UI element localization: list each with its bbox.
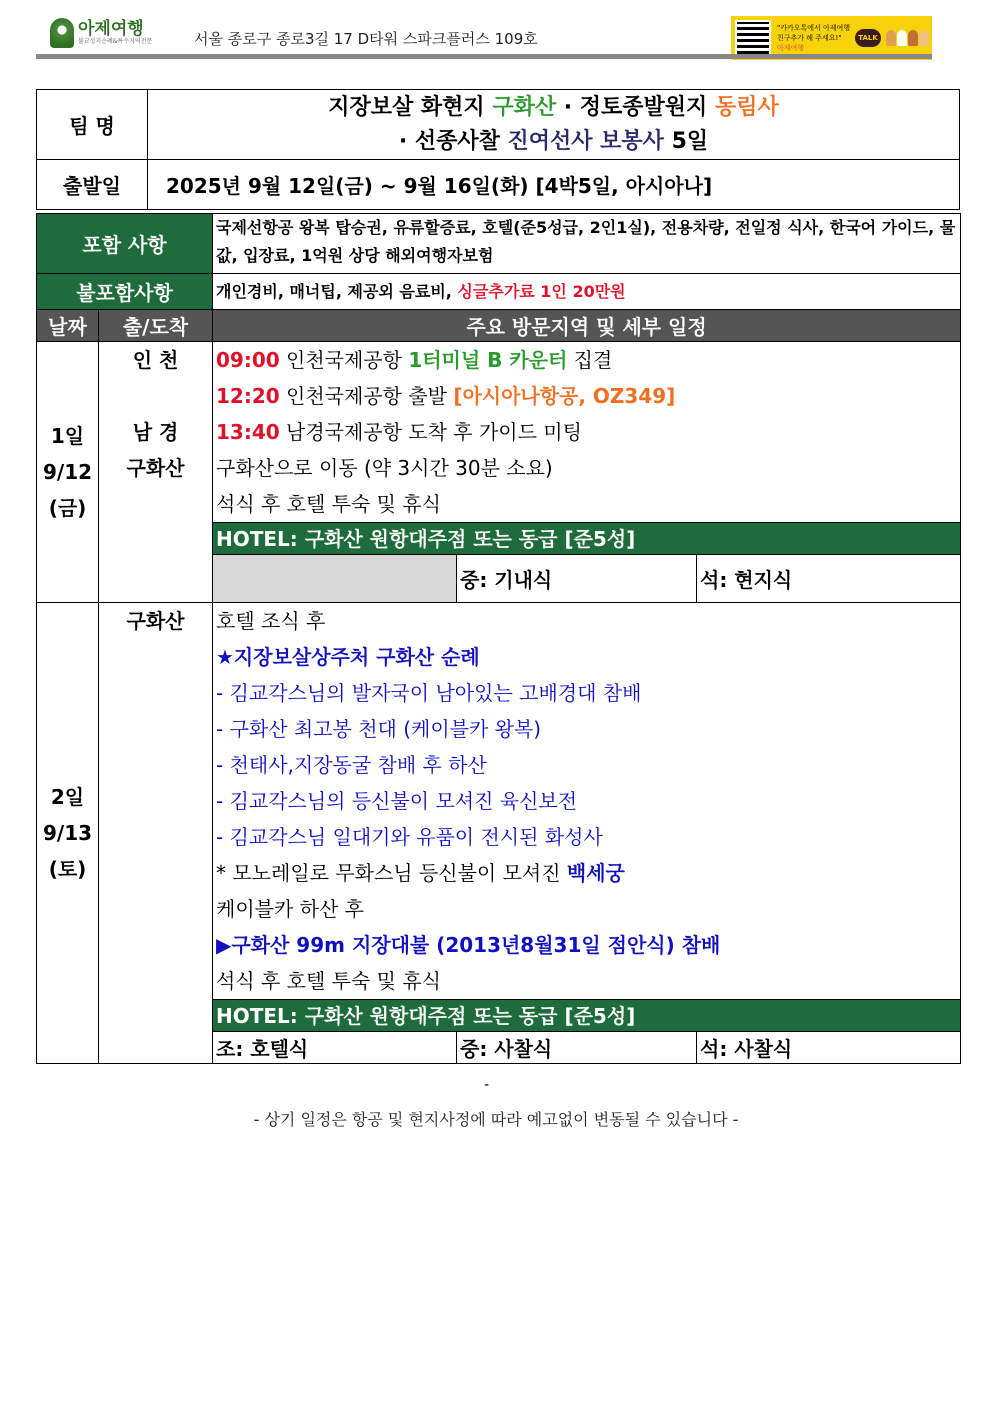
day2-line-9: 케이블카 하산 후 — [216, 897, 364, 921]
day1-meal-breakfast — [213, 555, 457, 603]
footer-dash: - — [484, 1077, 490, 1093]
day1-line-5: 석식 후 호텔 투숙 및 휴식 — [216, 492, 441, 516]
day2-meal-lunch: 중: 사찰식 — [457, 1032, 697, 1064]
day2-date: 9/13 — [42, 821, 93, 845]
schedule-table — [36, 213, 961, 1064]
day2-line-1: 호텔 조식 후 — [216, 609, 326, 633]
title-part-4: 동림사 — [714, 94, 779, 120]
excluded-value — [213, 274, 961, 310]
header-place: 출/도착 — [99, 310, 213, 342]
day2-hotel: HOTEL: 구화산 원항대주점 또는 동급 [준5성] — [213, 1000, 961, 1032]
day1-line-1: 09:00 인천국제공항 1터미널 B 카운터 집결 — [216, 348, 613, 372]
banner-line2: 친구추가 해 주세요!" — [777, 34, 842, 42]
lotus-logo-icon — [50, 18, 74, 48]
excluded-single-supplement: 싱글추가료 1인 20만원 — [457, 281, 626, 301]
day2-line-7: - 김교각스님 일대기와 유품이 전시된 화성사 — [216, 825, 603, 849]
day1-line-4: 구화산으로 이동 (약 3시간 30분 소요) — [216, 456, 553, 480]
title-part-5: · 선종사찰 — [398, 128, 500, 154]
title-part-7: 5일 — [671, 128, 709, 154]
header-divider — [36, 54, 932, 59]
day2-meal-dinner: 석: 사찰식 — [697, 1032, 961, 1064]
team-table — [36, 89, 960, 160]
header-detail: 주요 방문지역 및 세부 일정 — [213, 310, 961, 342]
day2-line-5: - 천태사,지장동굴 참배 후 하산 — [216, 753, 487, 777]
day1-schedule — [213, 342, 961, 523]
day2-line-10: ▶구화산 99m 지장대불 (2013년8월31일 점안식) 참배 — [216, 933, 721, 957]
company-address: 서울 종로구 종로3길 17 D타워 스파크플러스 109호 — [194, 30, 538, 48]
day1-cell — [37, 342, 99, 603]
day2-weekday: (토) — [48, 857, 87, 881]
included-value: 국제선항공 왕복 탑승권, 유류할증료, 호텔(준5성급, 2인1실), 전용차량, 전일정 식사, 한국어 가이드, 물 값, 입장료, 1억원 상당 해외여행자보험 — [213, 214, 961, 274]
company-logo — [50, 18, 152, 48]
day2-line-8: * 모노레일로 무화스님 등신불이 모셔진 백세궁 — [216, 861, 625, 885]
header-day: 날짜 — [37, 310, 99, 342]
day1-places — [99, 342, 213, 603]
day2-line-2: ★지장보살상주처 구화산 순례 — [216, 645, 480, 669]
day2-number: 2일 — [50, 785, 85, 809]
departure-value: 2025년 9월 12일(금) ~ 9월 16일(화) [4박5일, 아시아나] — [148, 160, 960, 210]
departure-table — [36, 159, 960, 210]
day1-hotel: HOTEL: 구화산 원항대주점 또는 동급 [준5성] — [213, 523, 961, 555]
day1-line-3: 13:40 남경국제공항 도착 후 가이드 미팅 — [216, 420, 582, 444]
excluded-text: 개인경비, 매너팁, 제공외 음료비, — [216, 281, 458, 301]
kakao-talk-icon: TALK — [855, 29, 881, 47]
day2-meal-breakfast: 조: 호텔식 — [213, 1032, 457, 1064]
qr-code-icon — [735, 20, 771, 56]
excluded-label: 불포함사항 — [37, 274, 213, 310]
day2-line-4: - 구화산 최고봉 천대 (케이블카 왕복) — [216, 717, 542, 741]
title-part-3: · 정토종발원지 — [563, 94, 708, 120]
day2-line-3: - 김교각스님의 발자국이 남아있는 고배경대 참배 — [216, 681, 642, 705]
day1-weekday: (금) — [48, 496, 87, 520]
logo-subtitle: 불교성지순례&특수지역전문 — [78, 38, 153, 45]
day1-place-2 — [99, 378, 212, 414]
day2-cell — [37, 603, 99, 1064]
title-part-1: 지장보살 화현지 — [328, 94, 485, 120]
day2-line-11: 석식 후 호텔 투숙 및 휴식 — [216, 969, 441, 993]
footer-note: - 상기 일정은 항공 및 현지사정에 따라 예고없이 변동될 수 있습니다 - — [253, 1110, 739, 1129]
day2-line-6: - 김교각스님의 등신불이 모셔진 육신보전 — [216, 789, 578, 813]
day2-place: 구화산 — [99, 603, 213, 1064]
departure-label: 출발일 — [37, 160, 148, 210]
day1-place-4: 구화산 — [126, 456, 185, 480]
title-part-6: 진여선사 보봉사 — [507, 128, 664, 154]
logo-name: 아제여행 — [78, 19, 144, 39]
kakao-characters-icon — [885, 30, 929, 46]
day1-date: 9/12 — [42, 460, 93, 484]
banner-brand: 아제여행 — [777, 44, 805, 52]
day1-line-2: 12:20 인천국제공항 출발 [아시아나항공, OZ349] — [216, 384, 676, 408]
day1-place-3: 남 경 — [132, 420, 179, 444]
tour-title — [148, 90, 960, 160]
team-label: 팀 명 — [37, 90, 148, 160]
day1-number: 1일 — [50, 424, 85, 448]
day2-schedule — [213, 603, 961, 1000]
day1-place-1: 인 천 — [132, 348, 179, 372]
title-part-2: 구화산 — [492, 94, 557, 120]
banner-line1: "카카오톡에서 아제여행 — [777, 24, 851, 32]
included-label: 포함 사항 — [37, 214, 213, 274]
day1-meal-lunch: 중: 기내식 — [457, 555, 697, 603]
day1-meal-dinner: 석: 현지식 — [697, 555, 961, 603]
